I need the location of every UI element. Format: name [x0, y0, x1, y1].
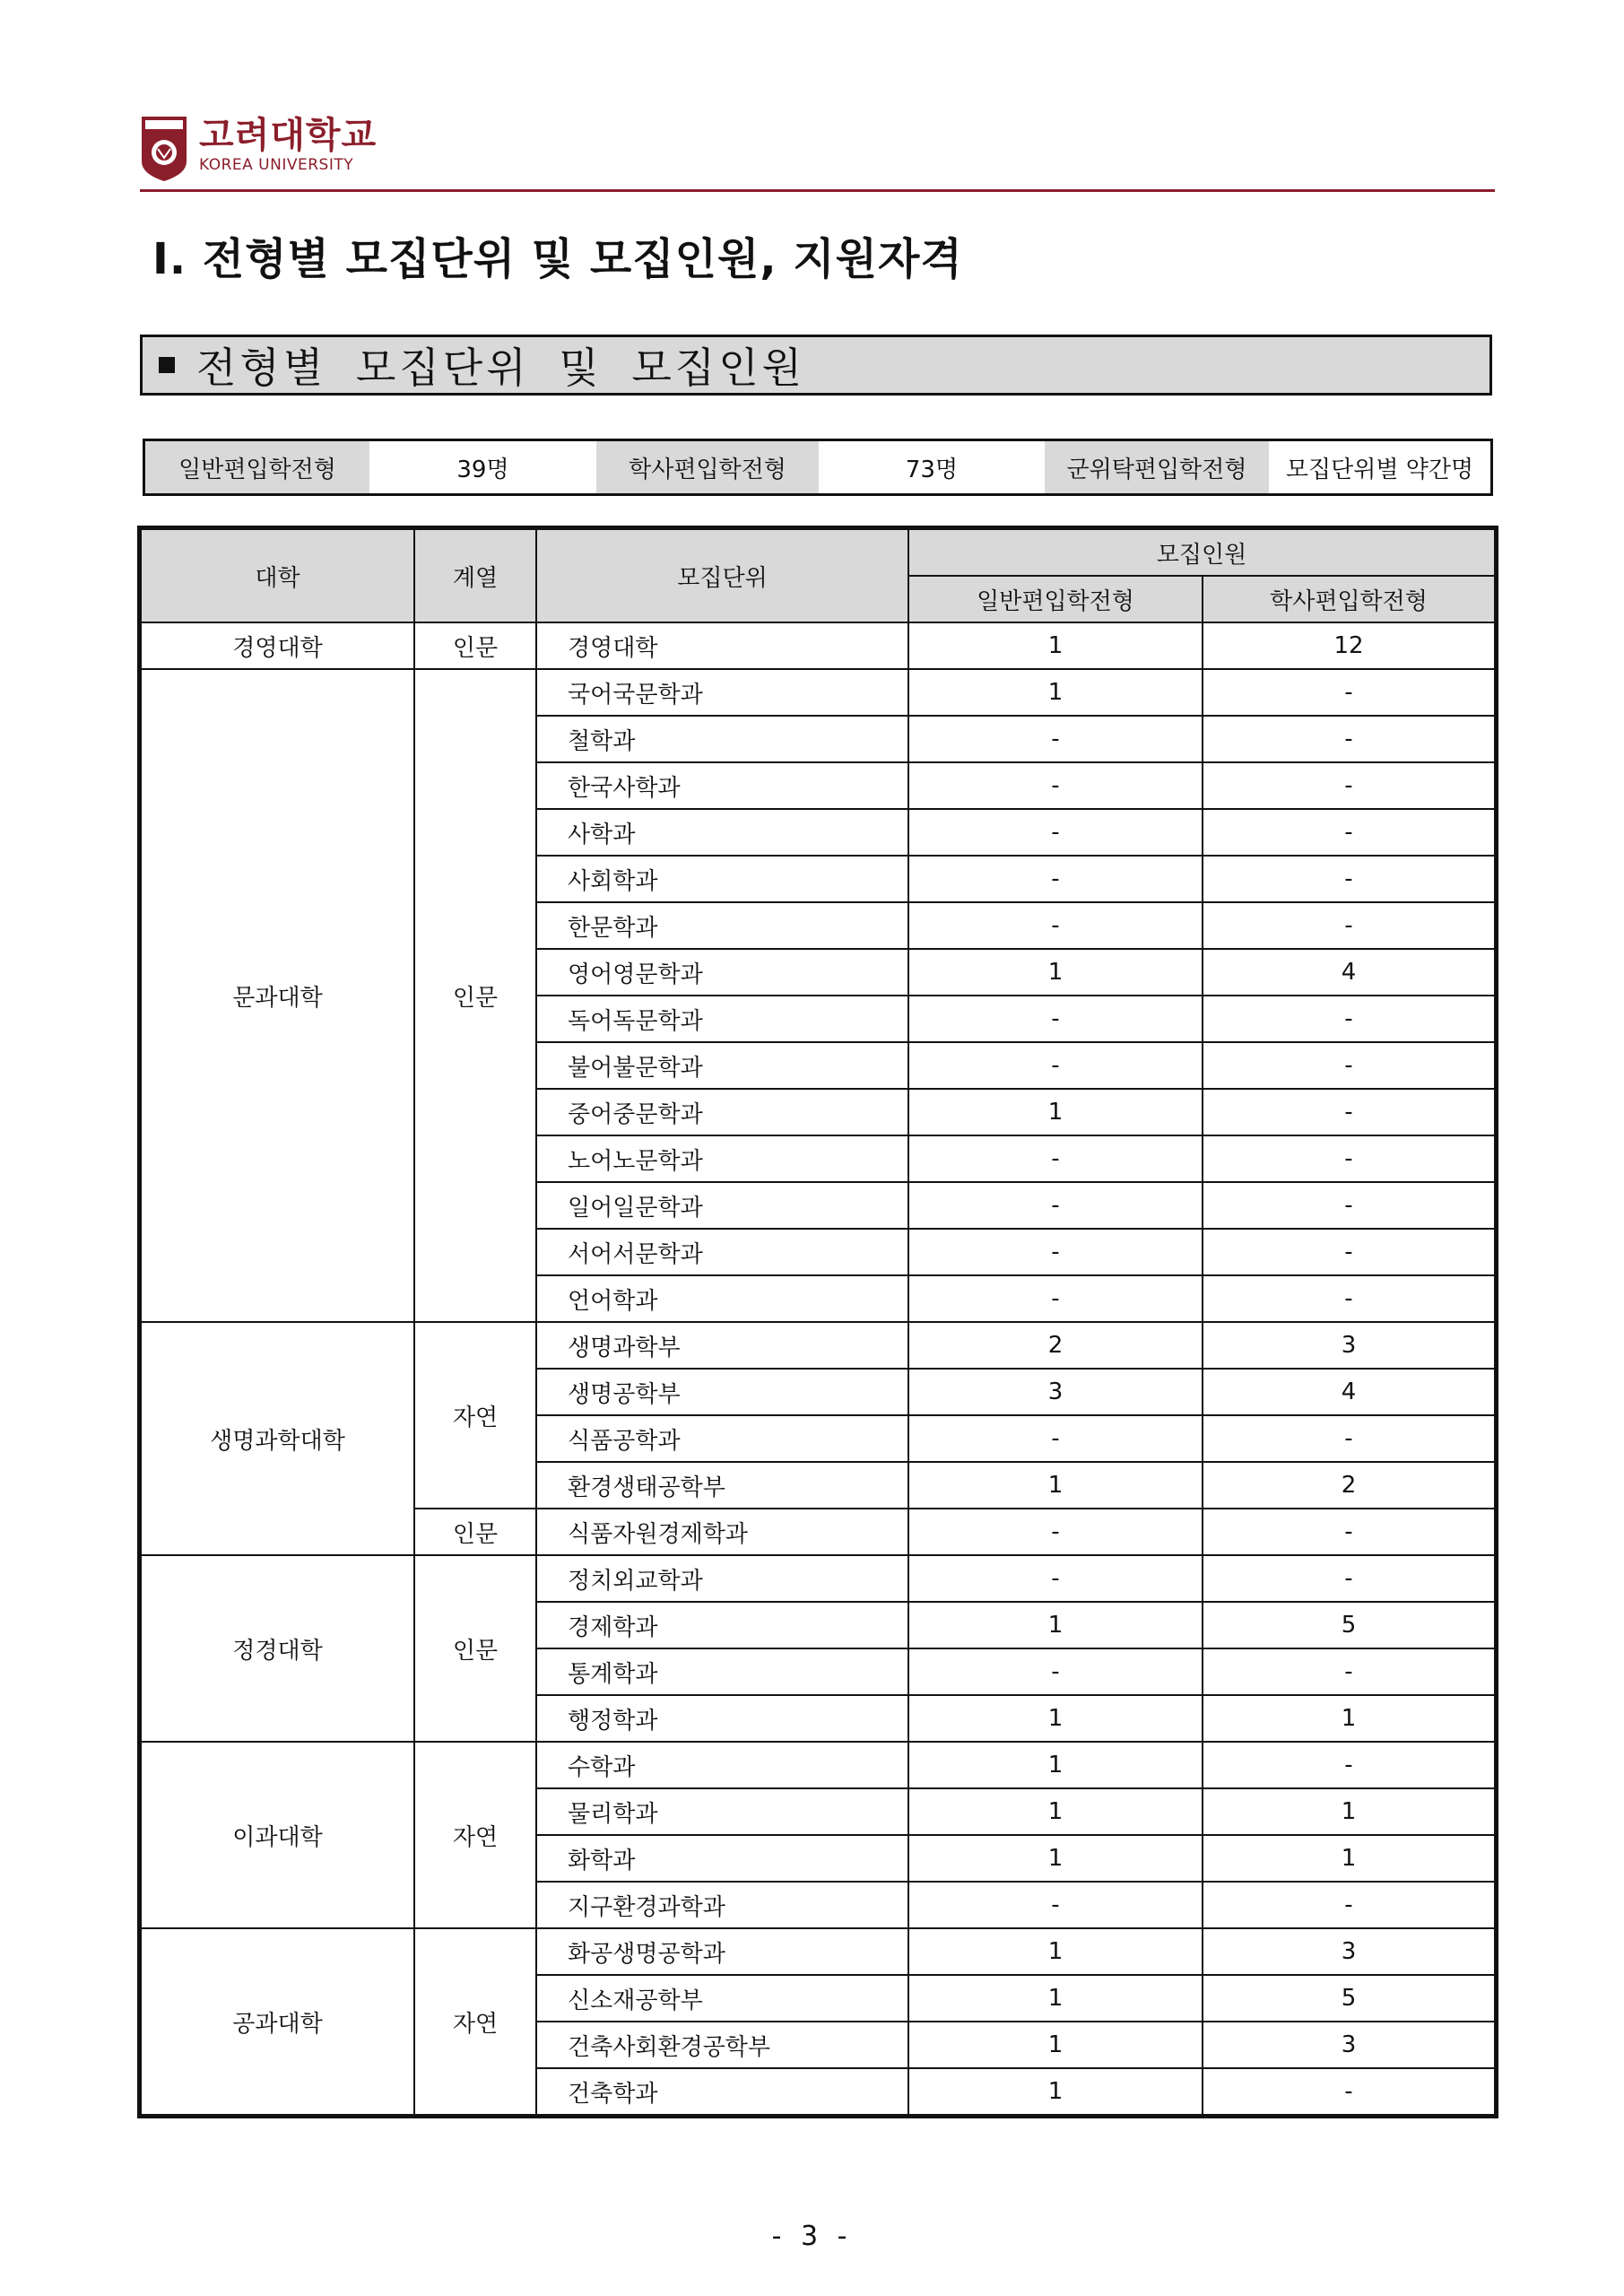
general-quota-cell: 2: [908, 1322, 1203, 1369]
bachelor-quota-cell: -: [1203, 1042, 1495, 1089]
unit-cell: 건축사회환경공학부: [536, 2022, 908, 2068]
table-row: [141, 669, 1495, 716]
general-quota-cell: -: [908, 856, 1203, 902]
general-quota-cell: -: [908, 996, 1203, 1042]
logo-korean-name: 고려대학교: [199, 115, 378, 156]
table-header: [141, 529, 1495, 622]
unit-cell: 수학과: [536, 1742, 908, 1788]
summary-military-value: 모집단위별 약간명: [1285, 456, 1474, 483]
bachelor-quota-cell: -: [1203, 809, 1495, 856]
unit-cell: 경제학과: [536, 1602, 908, 1648]
bachelor-quota-cell: 3: [1203, 2022, 1495, 2068]
bachelor-quota-cell: -: [1203, 1089, 1495, 1135]
unit-cell: 한국사학과: [536, 762, 908, 809]
college-cell: 공과대학: [141, 1928, 414, 2115]
general-quota-cell: 1: [908, 1835, 1203, 1882]
university-logo: [140, 115, 377, 183]
track-cell: 자연: [414, 1322, 536, 1509]
page-title: Ⅰ. 전형별 모집단위 및 모집인원, 지원자격: [152, 234, 963, 284]
general-quota-cell: 1: [908, 1788, 1203, 1835]
bachelor-quota-cell: 1: [1203, 1695, 1495, 1742]
bachelor-quota-cell: 5: [1203, 1602, 1495, 1648]
section-title: 전형별 모집단위 및 모집인원: [196, 344, 806, 392]
general-quota-cell: -: [908, 762, 1203, 809]
unit-cell: 식품자원경제학과: [536, 1509, 908, 1555]
track-cell: 인문: [414, 669, 536, 1322]
general-quota-cell: 1: [908, 2022, 1203, 2068]
header-bachelor: 학사편입학전형: [1203, 576, 1495, 622]
college-cell: 문과대학: [141, 669, 414, 1322]
logo-wordmark: [199, 115, 377, 174]
general-quota-cell: -: [908, 1882, 1203, 1928]
summary-bachelor-value: 73명: [905, 456, 959, 483]
general-quota-cell: 1: [908, 1089, 1203, 1135]
header-divider: [140, 189, 1495, 192]
general-quota-cell: 1: [908, 1975, 1203, 2022]
college-cell: 경영대학: [141, 622, 414, 669]
table-row: [141, 1555, 1495, 1602]
college-cell: 정경대학: [141, 1555, 414, 1742]
general-quota-cell: -: [908, 716, 1203, 762]
unit-cell: 건축학과: [536, 2068, 908, 2115]
unit-cell: 화학과: [536, 1835, 908, 1882]
bachelor-quota-cell: -: [1203, 1555, 1495, 1602]
general-quota-cell: 1: [908, 1742, 1203, 1788]
bachelor-quota-cell: -: [1203, 1182, 1495, 1229]
summary-military-label: 군위탁편입학전형: [1045, 441, 1269, 493]
table-row: [141, 1928, 1495, 1975]
track-cell: 자연: [414, 1742, 536, 1928]
tiger-emblem-icon: [140, 115, 188, 183]
table-row: [141, 1742, 1495, 1788]
bachelor-quota-cell: -: [1203, 1135, 1495, 1182]
page-number: - 3 -: [771, 2221, 853, 2252]
unit-cell: 화공생명공학과: [536, 1928, 908, 1975]
unit-cell: 식품공학과: [536, 1415, 908, 1462]
unit-cell: 사회학과: [536, 856, 908, 902]
unit-cell: 생명과학부: [536, 1322, 908, 1369]
track-cell: 인문: [414, 1555, 536, 1742]
bachelor-quota-cell: -: [1203, 996, 1495, 1042]
general-quota-cell: 1: [908, 622, 1203, 669]
general-quota-cell: 1: [908, 1602, 1203, 1648]
bachelor-quota-cell: -: [1203, 1229, 1495, 1275]
unit-cell: 언어학과: [536, 1275, 908, 1322]
bachelor-quota-cell: 1: [1203, 1788, 1495, 1835]
bachelor-quota-cell: -: [1203, 856, 1495, 902]
general-quota-cell: 1: [908, 1695, 1203, 1742]
quota-summary: [143, 439, 1493, 496]
general-quota-cell: 1: [908, 949, 1203, 996]
bachelor-quota-cell: -: [1203, 669, 1495, 716]
college-cell: 생명과학대학: [141, 1322, 414, 1555]
general-quota-cell: -: [908, 1042, 1203, 1089]
bachelor-quota-cell: -: [1203, 762, 1495, 809]
header-college: 대학: [141, 529, 414, 622]
unit-cell: 생명공학부: [536, 1369, 908, 1415]
header-general: 일반편입학전형: [908, 576, 1203, 622]
unit-cell: 신소재공학부: [536, 1975, 908, 2022]
header-track: 계열: [414, 529, 536, 622]
unit-cell: 행정학과: [536, 1695, 908, 1742]
section-header: [140, 335, 1492, 396]
general-quota-cell: -: [908, 809, 1203, 856]
general-quota-cell: -: [908, 1509, 1203, 1555]
general-quota-cell: -: [908, 1229, 1203, 1275]
unit-cell: 국어국문학과: [536, 669, 908, 716]
bachelor-quota-cell: -: [1203, 1509, 1495, 1555]
bachelor-quota-cell: -: [1203, 2068, 1495, 2115]
unit-cell: 철학과: [536, 716, 908, 762]
general-quota-cell: -: [908, 1415, 1203, 1462]
table-row: [141, 1322, 1495, 1369]
summary-general-label: 일반편입학전형: [145, 441, 369, 493]
unit-cell: 서어서문학과: [536, 1229, 908, 1275]
bachelor-quota-cell: -: [1203, 902, 1495, 949]
summary-general-value: 39명: [456, 456, 509, 483]
general-quota-cell: -: [908, 1275, 1203, 1322]
track-cell: 자연: [414, 1928, 536, 2115]
header-quota: 모집인원: [908, 529, 1495, 576]
general-quota-cell: 1: [908, 1928, 1203, 1975]
bachelor-quota-cell: -: [1203, 716, 1495, 762]
unit-cell: 정치외교학과: [536, 1555, 908, 1602]
quota-table: [140, 528, 1496, 2116]
bachelor-quota-cell: -: [1203, 1648, 1495, 1695]
unit-cell: 지구환경과학과: [536, 1882, 908, 1928]
square-bullet-icon: [159, 357, 175, 373]
header-unit: 모집단위: [536, 529, 908, 622]
unit-cell: 불어불문학과: [536, 1042, 908, 1089]
unit-cell: 노어노문학과: [536, 1135, 908, 1182]
bachelor-quota-cell: 5: [1203, 1975, 1495, 2022]
general-quota-cell: -: [908, 1648, 1203, 1695]
unit-cell: 경영대학: [536, 622, 908, 669]
track-cell: 인문: [414, 622, 536, 669]
table-row: [141, 622, 1495, 669]
bachelor-quota-cell: 3: [1203, 1322, 1495, 1369]
bachelor-quota-cell: 4: [1203, 949, 1495, 996]
bachelor-quota-cell: 12: [1203, 622, 1495, 669]
general-quota-cell: 1: [908, 2068, 1203, 2115]
bachelor-quota-cell: 4: [1203, 1369, 1495, 1415]
general-quota-cell: 1: [908, 1462, 1203, 1509]
unit-cell: 일어일문학과: [536, 1182, 908, 1229]
logo-english-name: KOREA UNIVERSITY: [199, 156, 354, 174]
general-quota-cell: 3: [908, 1369, 1203, 1415]
bachelor-quota-cell: -: [1203, 1742, 1495, 1788]
bachelor-quota-cell: 2: [1203, 1462, 1495, 1509]
unit-cell: 한문학과: [536, 902, 908, 949]
general-quota-cell: -: [908, 902, 1203, 949]
general-quota-cell: -: [908, 1182, 1203, 1229]
general-quota-cell: 1: [908, 669, 1203, 716]
unit-cell: 독어독문학과: [536, 996, 908, 1042]
unit-cell: 환경생태공학부: [536, 1462, 908, 1509]
unit-cell: 통계학과: [536, 1648, 908, 1695]
bachelor-quota-cell: -: [1203, 1882, 1495, 1928]
summary-bachelor-label: 학사편입학전형: [596, 441, 819, 493]
unit-cell: 사학과: [536, 809, 908, 856]
bachelor-quota-cell: 1: [1203, 1835, 1495, 1882]
college-cell: 이과대학: [141, 1742, 414, 1928]
bachelor-quota-cell: 3: [1203, 1928, 1495, 1975]
table-body: [141, 622, 1495, 2115]
bachelor-quota-cell: -: [1203, 1275, 1495, 1322]
unit-cell: 물리학과: [536, 1788, 908, 1835]
unit-cell: 영어영문학과: [536, 949, 908, 996]
general-quota-cell: -: [908, 1555, 1203, 1602]
unit-cell: 중어중문학과: [536, 1089, 908, 1135]
bachelor-quota-cell: -: [1203, 1415, 1495, 1462]
track-cell: 인문: [414, 1509, 536, 1555]
general-quota-cell: -: [908, 1135, 1203, 1182]
